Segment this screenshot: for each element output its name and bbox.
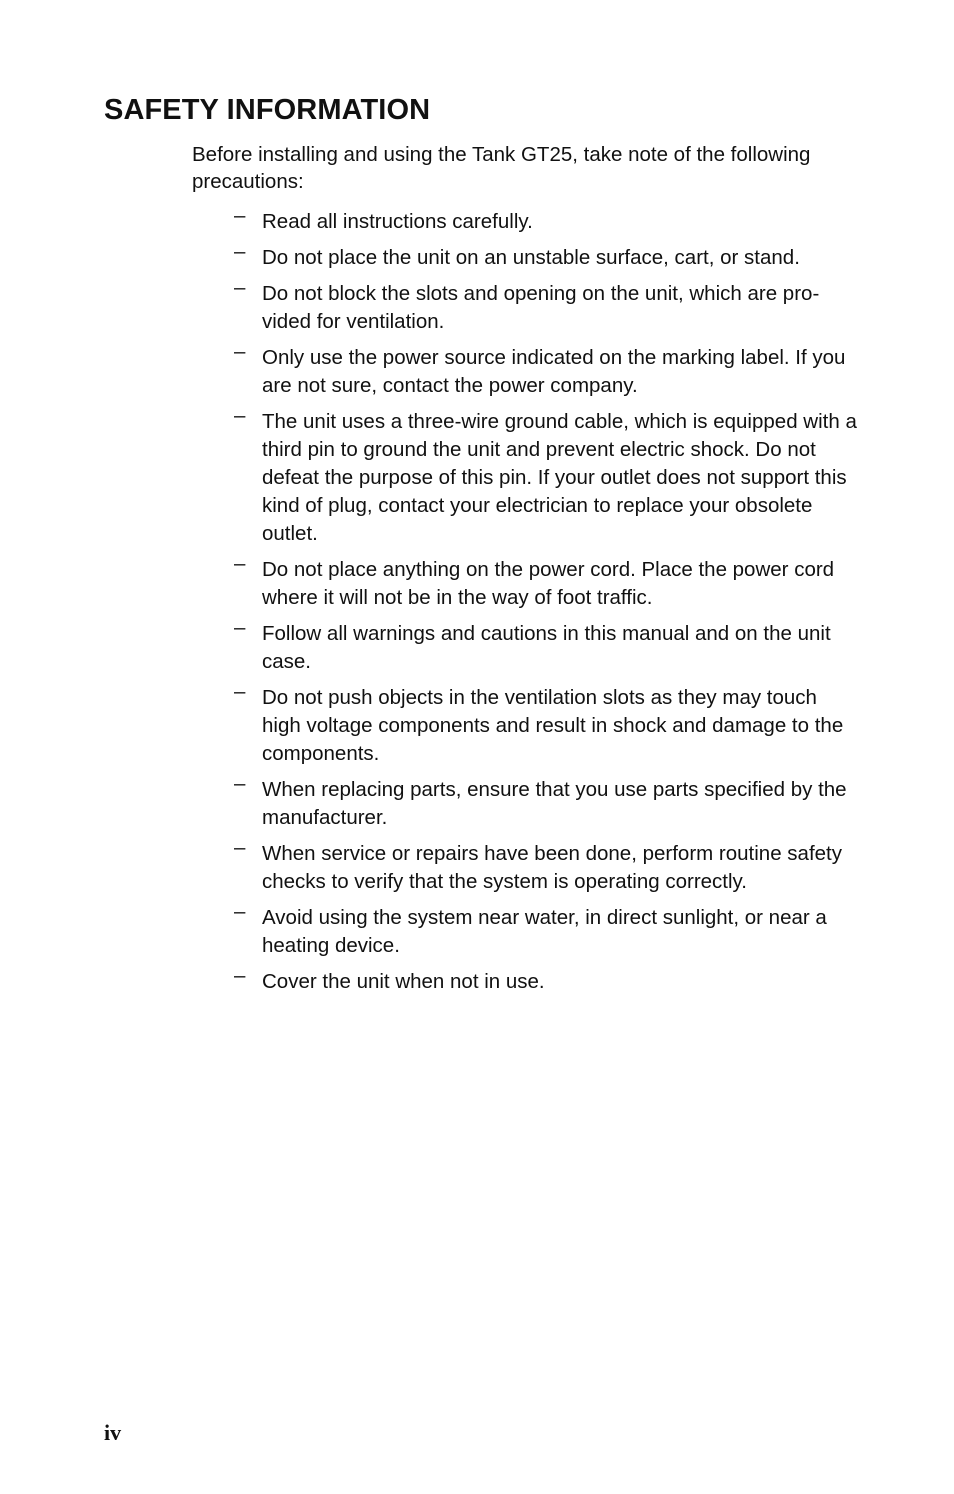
list-item-text: Cover the unit when not in use. [262,970,545,993]
list-item-text: Follow all warnings and cautions in this manual and on the unit case. [262,622,831,673]
list-item-text: Do not block the slots and opening on the unit, which are provided for ventilation. [262,282,820,333]
precautions-list [232,204,857,1004]
list-item [232,552,857,612]
list-item [232,772,857,832]
list-item [232,240,857,272]
dash-bullet-icon: – [234,340,246,363]
dash-bullet-icon: – [234,616,246,639]
list-item [232,836,857,896]
dash-bullet-icon: – [234,276,246,299]
list-item [232,340,857,400]
list-item [232,964,857,996]
list-item-text: Avoid using the system near water, in direct sunlight, or near a heating device. [262,906,827,957]
dash-bullet-icon: – [234,900,246,923]
dash-bullet-icon: – [234,772,246,795]
list-item-text: Only use the power source indicated on the marking label. If you are not sure, contact the power company. [262,346,846,397]
list-item-text: Do not push objects in the ventilation slots as they may touch high voltage components and result in shock and damage to the components. [262,686,844,765]
list-item [232,404,857,548]
intro-paragraph: Before installing and using the Tank GT25, take note of the following precautions: [192,143,811,193]
list-item-text: Read all instructions carefully. [262,210,533,233]
dash-bullet-icon: – [234,240,246,263]
list-item-text: When replacing parts, ensure that you use parts specified by the manufacturer. [262,778,847,829]
dash-bullet-icon: – [234,552,246,575]
list-item [232,900,857,960]
dash-bullet-icon: – [234,204,246,227]
list-item-text: Do not place the unit on an unstable surface, cart, or stand. [262,246,800,269]
dash-bullet-icon: – [234,680,246,703]
dash-bullet-icon: – [234,964,246,987]
page-title: SAFETY INFORMATION [104,94,431,126]
dash-bullet-icon: – [234,404,246,427]
list-item [232,616,857,676]
page-number: iv [104,1420,122,1445]
list-item-text: Do not place anything on the power cord. Place the power cord where it will not be in the way of foot traffic. [262,558,835,609]
dash-bullet-icon: – [234,836,246,859]
list-item [232,204,857,236]
list-item [232,276,857,336]
list-item-text: The unit uses a three-wire ground cable, which is equipped with a third pin to ground the unit and prevent electric shock. Do not defeat the purpose of this pin. If your outlet does not support this kind of plug, contact your electrician to replace your obsolete outlet. [262,410,857,545]
list-item-text: When service or repairs have been done, perform routine safety checks to verify that the system is operating correctly. [262,842,842,893]
list-item [232,680,857,768]
